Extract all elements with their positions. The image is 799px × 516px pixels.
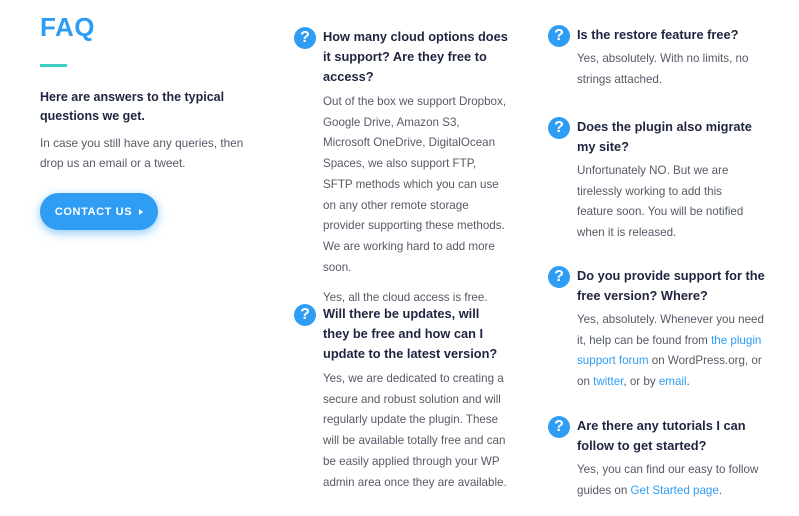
faq-answer: Yes, absolutely. With no limits, no strings attached.: [577, 52, 749, 86]
faq-question: Does the plugin also migrate my site?: [577, 119, 752, 154]
faq-answer: Yes, you can find our easy to follow guides on Get Started page.: [577, 463, 759, 497]
faq-question: Will there be updates, will they be free and how can I update to the latest version?: [323, 306, 498, 361]
contact-us-button[interactable]: [40, 193, 158, 230]
faq-question: Are there any tutorials I can follow to get started?: [577, 418, 746, 453]
caret-right-icon: [139, 209, 143, 215]
faq-title: FAQ: [40, 12, 95, 42]
twitter-link[interactable]: twitter: [593, 375, 624, 389]
title-underline: [40, 64, 67, 67]
faq-question: Is the restore feature free?: [577, 27, 739, 42]
question-circle-icon: ?: [548, 25, 570, 47]
support-forum-link[interactable]: the plugin support forum: [577, 333, 762, 368]
faq-answer: Out of the box we support Dropbox, Google Drive, Amazon S3, Microsoft OneDrive, DigitalOcean Spaces, we also support FTP, SFTP methods which you can use on any other remote storage provider supporting these methods. We are working hard to add more soon.: [323, 95, 507, 274]
faq-answer: Yes, absolutely. Whenever you need it, help can be found from the plugin support forum on WordPress.org, or on twitter, or by email.: [577, 313, 764, 389]
question-circle-icon: ?: [548, 266, 570, 288]
question-circle-icon: ?: [548, 117, 570, 139]
faq-question: How many cloud options does it support? Are they free to access?: [323, 29, 508, 84]
get-started-link[interactable]: Get Started page: [630, 483, 719, 497]
faq-answer: Yes, we are dedicated to creating a secure and robust solution and will regularly update the plugin. These will be available totally free and can be easily applied through your WP admin area once they are available.: [323, 372, 507, 489]
intro-text: In case you still have any queries, then drop us an email or a tweet.: [40, 136, 244, 170]
question-circle-icon: ?: [294, 304, 316, 326]
question-circle-icon: ?: [548, 416, 570, 438]
faq-answer: Unfortunately NO. But we are tirelessly working to add this feature soon. You will be notified when it is released.: [577, 164, 744, 240]
faq-answer: Yes, all the cloud access is free.: [323, 291, 488, 305]
contact-us-label: CONTACT US: [54, 205, 133, 218]
question-circle-icon: ?: [294, 27, 316, 49]
intro-lead: Here are answers to the typical questions we get.: [40, 90, 225, 123]
faq-question: Do you provide support for the free version? Where?: [577, 268, 765, 303]
email-link[interactable]: email: [658, 375, 687, 389]
